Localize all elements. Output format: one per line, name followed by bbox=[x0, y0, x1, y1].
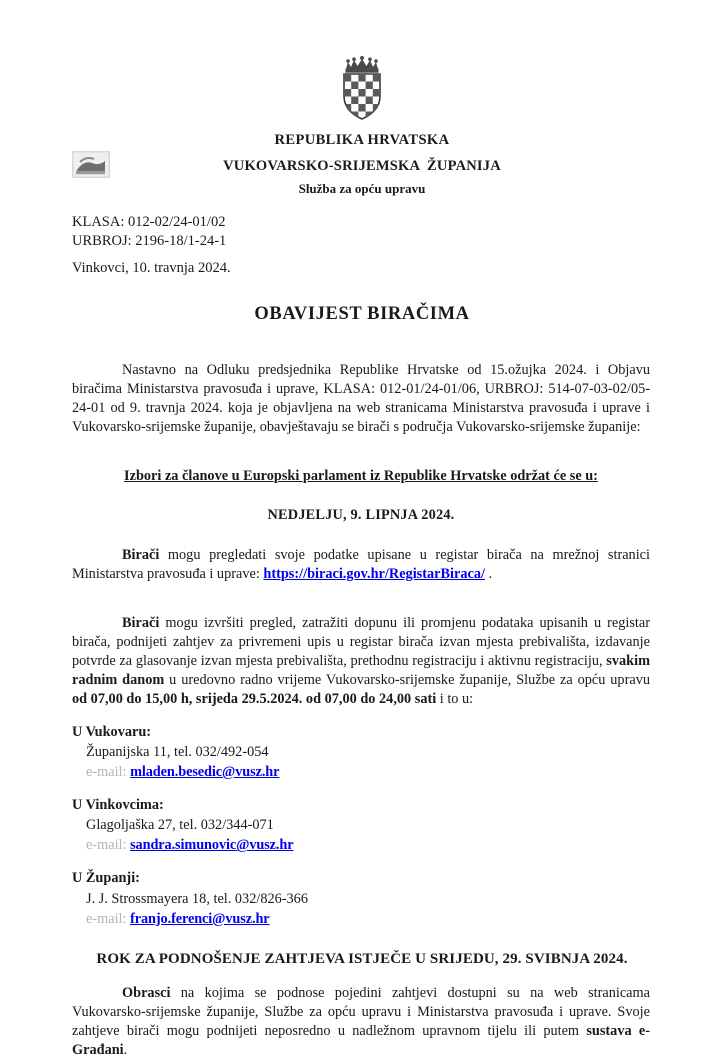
email-label: e-mail: bbox=[86, 910, 127, 927]
contact-address-line: Glagoljaška 27, tel. 032/344-071 bbox=[86, 817, 274, 834]
contact-email-row bbox=[72, 835, 650, 855]
requests-segment-1: mogu izvršiti pregled, zatražiti dopunu ili promjenu podataka upisanih u registar birača, podnijeti zahtjev za privremeni upis u registar birača izvan mjesta prebivališta, izdavanje potvrde za glasovanje izvan mjesta prebivališta, prethodnu registraciju i aktivnu registraciju, bbox=[72, 615, 650, 669]
requests-segment-3: i to u: bbox=[436, 690, 474, 707]
requests-lead: Birači bbox=[122, 615, 160, 632]
letterhead bbox=[0, 0, 724, 197]
urbroj-line: URBROJ: 2196-18/1-24-1 bbox=[72, 233, 227, 250]
contact-email-link[interactable]: franjo.ferenci@vusz.hr bbox=[130, 910, 270, 927]
contact-address-line: J. J. Strossmayera 18, tel. 032/826-366 bbox=[86, 890, 308, 907]
requests-hours: od 07,00 do 15,00 h, srijeda 29.5.2024. od 07,00 do 24,00 sati bbox=[72, 690, 437, 707]
intro-paragraph bbox=[72, 361, 650, 437]
reference-block bbox=[0, 213, 724, 278]
register-check-paragraph bbox=[72, 546, 650, 584]
county-heading-row bbox=[0, 157, 724, 178]
intro-text: Nastavno na Odluku predsjednika Republike Hrvatske od 15.ožujka 2024. i Objavu biračima Ministarstva pravosuđa i uprave, KLASA: 012-01/24-01/06, URBROJ: 514-07-03-02/05-24-01 od 9. travnja 2024. koja je objavljena na web stranicama Ministarstva pravosuđa i uprave i Vukovarsko-srijemske županije, obavještavaju se birači s područja Vukovarsko-srijemske županije: bbox=[72, 361, 650, 435]
requests-segment-2: u uredovno radno vrijeme Vukovarsko-srijemske županije, Službe za opću upravu bbox=[164, 671, 650, 688]
department-heading: Služba za opću upravu bbox=[298, 181, 426, 196]
closing-segment-1: na kojima se podnose pojedini zahtjevi dostupni su na web stranicama Vukovarsko-srijemske županije, Službe za opću upravu i Ministarstva pravosuđa i uprave. Svoje zahtjeve birači mogu podnijeti neposredno u nadležnom upravnom tijelu ili putem bbox=[72, 984, 650, 1039]
registar-biraca-link[interactable]: https://biraci.gov.hr/RegistarBiraca/ bbox=[263, 566, 485, 583]
county-heading: VUKOVARSKO-SRIJEMSKA ŽUPANIJA bbox=[223, 158, 501, 174]
election-headline: Izbori za članove u Europski parlament iz Republike Hrvatske održat će se u: bbox=[124, 467, 598, 484]
email-label: e-mail: bbox=[86, 837, 127, 854]
contact-block-vukovar bbox=[72, 723, 650, 782]
contact-email-row bbox=[72, 909, 650, 929]
requests-workdays: svakim radnim danom bbox=[72, 652, 650, 688]
place-date-line: Vinkovci, 10. travnja 2024. bbox=[72, 259, 231, 276]
contact-city-label: U Vinkovcima: bbox=[72, 797, 164, 814]
contact-email-link[interactable]: mladen.besedic@vusz.hr bbox=[130, 764, 280, 781]
contact-email-row bbox=[72, 762, 650, 782]
closing-egradani: sustava e-Građani bbox=[72, 1022, 650, 1058]
closing-segment-2: . bbox=[123, 1041, 128, 1058]
closing-paragraph bbox=[72, 984, 650, 1059]
contact-city-label: U Vukovaru: bbox=[72, 723, 152, 740]
closing-lead: Obrasci bbox=[122, 984, 171, 1001]
contact-block-zupanja bbox=[72, 869, 650, 928]
croatian-coat-of-arms-icon bbox=[334, 56, 390, 122]
republic-heading: REPUBLIKA HRVATSKA bbox=[274, 132, 450, 148]
closing-section bbox=[0, 984, 724, 1059]
klasa-line: KLASA: 012-02/24-01/02 bbox=[72, 214, 226, 230]
register-check-tail: . bbox=[484, 566, 493, 583]
page-title: OBAVIJEST BIRAČIMA bbox=[254, 303, 470, 324]
contact-city-label: U Županji: bbox=[72, 870, 140, 887]
contacts-list bbox=[0, 723, 724, 929]
contact-address-line: Županijska 11, tel. 032/492-054 bbox=[86, 744, 269, 761]
contact-email-link[interactable]: sandra.simunovic@vusz.hr bbox=[130, 837, 294, 854]
register-check-text: mogu pregledati svoje podatke upisane u registar birača na mrežnoj stranici Ministarstva pravosuđa i uprave: bbox=[72, 547, 650, 583]
election-date: NEDJELJU, 9. LIPNJA 2024. bbox=[267, 507, 455, 524]
register-check-lead: Birači bbox=[122, 547, 160, 564]
requests-paragraph bbox=[72, 614, 650, 709]
vukovar-srijem-county-emblem-icon bbox=[72, 151, 110, 178]
contact-block-vinkovci bbox=[72, 796, 650, 855]
document-body bbox=[0, 361, 724, 709]
deadline-heading: ROK ZA PODNOŠENJE ZAHTJEVA ISTJEČE U SRIJEDU, 29. SVIBNJA 2024. bbox=[96, 950, 628, 967]
email-label: e-mail: bbox=[86, 764, 127, 781]
